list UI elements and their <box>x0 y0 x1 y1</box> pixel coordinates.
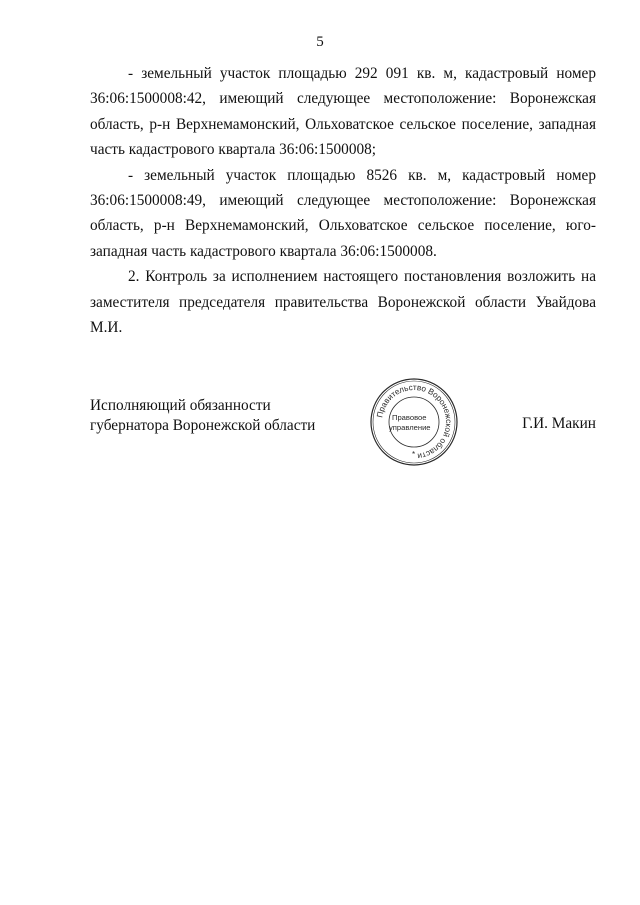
stamp-center-line1: Правовое <box>392 413 427 422</box>
signatory-position-line1: Исполняющий обязанности <box>90 397 271 414</box>
stamp-star-mark: * <box>412 450 416 459</box>
paragraph-land-plot-49: - земельный участок площадью 8526 кв. м, кадастровый номер 36:06:1500008:49, имеющий следующее местоположение: Воронежская область, р-н Верхнемамонский, Ольховатское сельское поселение, юго-западная часть кадастрового квартала 36:06:1500008. <box>90 166 596 260</box>
stamp-center-line2: управление <box>389 423 431 432</box>
signatory-position <box>90 396 315 436</box>
paragraph-control-clause: 2. Контроль за исполнением настоящего постановления возложить на заместителя председателя правительства Воронежской области Увайдова М.И. <box>90 268 596 337</box>
official-stamp <box>369 377 459 467</box>
paragraph-land-plot-42: - земельный участок площадью 292 091 кв. м, кадастровый номер 36:06:1500008:42, имеющий следующее местоположение: Воронежская область, р-н Верхнемамонский, Ольховатское сельское поселение, западная часть кадастрового квартала 36:06:1500008; <box>90 65 596 159</box>
document-body <box>90 61 596 340</box>
stamp-ring-text: Правительство Воронежской области <box>375 382 454 461</box>
signatory-position-line2: губернатора Воронежской области <box>90 417 316 434</box>
page-number: 5 <box>316 34 324 50</box>
signatory-name: Г.И. Макин <box>522 415 596 432</box>
